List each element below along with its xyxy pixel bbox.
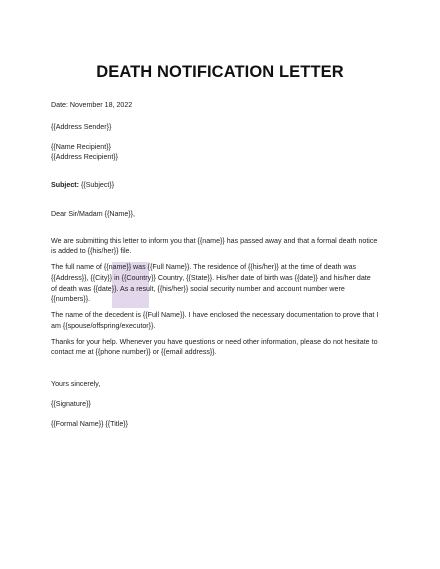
paragraph-2-line-1: The full name of {{name}} was {{Full Name}}. The residence of {{his/her}} at the time of death was <box>51 263 357 271</box>
paragraph-2-line-2: {{Address}}, {{City}} in {{Country}} Country, {{State}}. His/her date of birth was {{date}} and his/her date <box>51 274 371 282</box>
closing: Yours sincerely, <box>51 380 101 388</box>
recipient-address: {{Address Recipient}} <box>51 153 119 161</box>
signature: {{Signature}} <box>51 400 91 408</box>
paragraph-3-line-1: The name of the decedent is {{Full Name}}. I have enclosed the necessary documentation to prove that I <box>51 311 379 319</box>
paragraph-1-line-2: is added to {{his/her}} file. <box>51 247 132 255</box>
subject-label: Subject: <box>51 181 79 189</box>
address-sender: {{Address Sender}} <box>51 123 112 131</box>
paragraph-4-line-1: Thanks for your help. Whenever you have questions or need other information, please do not hesitate to <box>51 338 378 346</box>
date-line: Date: November 18, 2022 <box>51 101 133 109</box>
salutation: Dear Sir/Madam {{Name}}, <box>51 210 135 218</box>
subject-value: {{Subject}} <box>78 181 115 189</box>
paragraph-4-line-2: contact me at {{phone number}} or {{email address}}. <box>51 348 217 356</box>
subject-line <box>51 180 391 191</box>
paragraph-2-line-3: of death was {{date}}. As a result, {{his/her}} social security number and account number were <box>51 285 345 293</box>
paragraph-1-line-1: We are submitting this letter to inform you that {{name}} has passed away and that a formal death notice <box>51 237 378 245</box>
paragraph-2-line-4: {{numbers}}. <box>51 295 91 303</box>
document-title: DEATH NOTIFICATION LETTER <box>96 63 344 81</box>
formal-name-title: {{Formal Name}} {{Title}} <box>51 420 129 428</box>
paragraph-3-line-2: am {{spouse/offspring/executor}}. <box>51 322 156 330</box>
recipient-name: {{Name Recipient}} <box>51 143 111 151</box>
